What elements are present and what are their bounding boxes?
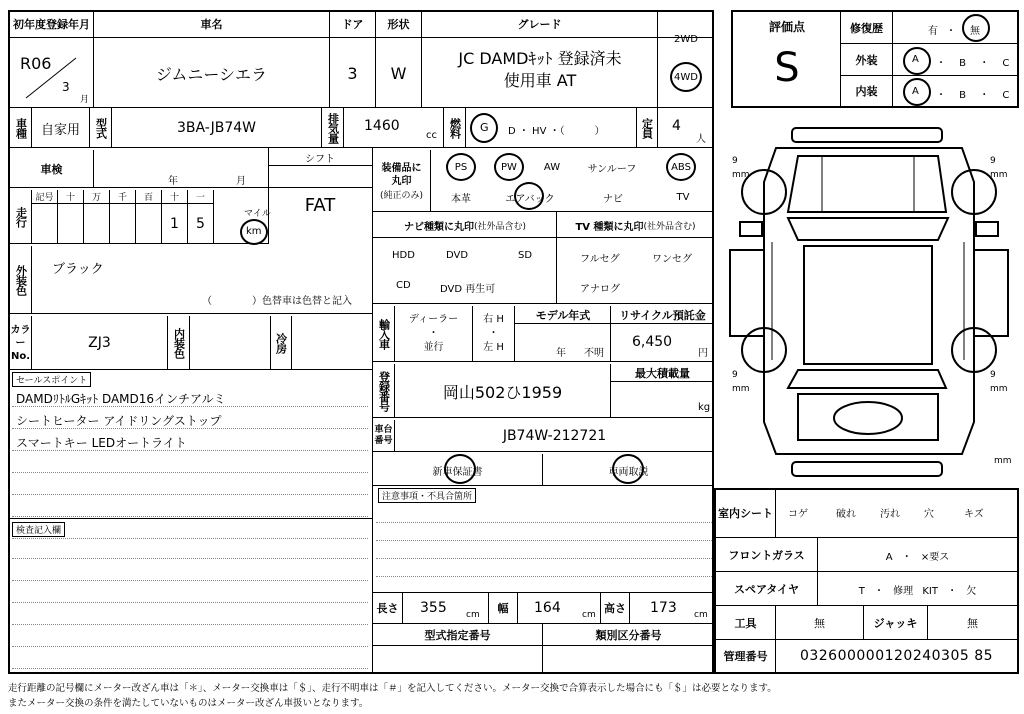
mm-unit: mm — [990, 384, 1008, 394]
import-dealer-cell — [395, 306, 473, 362]
registration-label: 登録番号 — [373, 364, 395, 418]
fuel-gasoline: G — [480, 121, 489, 134]
shape-label: 形状 — [376, 10, 422, 38]
exterior-grade-label: 外装 — [841, 44, 893, 76]
mileage-col-header: 記号 — [32, 190, 58, 204]
admin-label: 管理番号 — [716, 640, 776, 672]
mileage-digit: 1 — [162, 204, 188, 244]
equipment-item: 本革 — [451, 193, 471, 205]
model-year-label: モデル年式 — [515, 306, 611, 324]
body-shape: W — [376, 38, 422, 108]
navi-item: DVD 再生可 — [440, 284, 496, 295]
navi-item: HDD — [392, 250, 415, 261]
sales-point-line: DAMDﾘﾄﾙGｷｯﾄ DAMD16インチアルミ — [16, 392, 226, 406]
mileage-col-header: 十 — [58, 190, 84, 204]
grade-label: グレード — [422, 10, 658, 38]
repair-no-circle — [962, 14, 990, 42]
interior-grade-a: A — [912, 86, 919, 97]
seat-item: コゲ — [788, 509, 808, 520]
import-dealer: ディーラー — [408, 314, 459, 325]
import-label: 輸入車 — [373, 306, 395, 362]
jack-value: 無 — [967, 617, 978, 630]
mileage-digit — [32, 204, 58, 244]
tool-value: 無 — [776, 606, 864, 640]
interior-grade-label: 内装 — [841, 76, 893, 106]
tv-item: フルセグ — [580, 254, 620, 265]
height-value: 173 — [650, 600, 677, 616]
capacity-unit: 人 — [696, 134, 706, 145]
chassis-label: 車台番号 — [373, 420, 395, 452]
mileage-col-header: 十 — [162, 190, 188, 204]
mm-unit: mm — [732, 384, 750, 394]
check-rule — [12, 602, 368, 603]
shaken-year-unit: 年 — [168, 176, 178, 187]
footer-line1: 走行距離の記号欄にメーター改ざん車は「＊」、メーター交換車は「＄」、走行不明車は「＃」を記入してください。メーター交換で合算表示した場合にも「＄」は必要となります。 — [8, 683, 777, 694]
sales-rule — [12, 494, 368, 495]
mileage-digit — [84, 204, 110, 244]
type-no-value — [373, 646, 543, 674]
glass-label: フロントガラス — [716, 538, 818, 572]
repair-no: 無 — [970, 26, 980, 37]
import-parallel: 並行 — [423, 342, 444, 353]
car-body-diagram — [724, 122, 1020, 480]
width-label: 幅 — [488, 593, 518, 623]
exterior-grade-a: A — [912, 54, 919, 65]
check-divider — [8, 518, 372, 519]
use-label: 車種 — [10, 108, 32, 148]
notes-rule — [376, 576, 712, 577]
equipment-item: PS — [454, 161, 468, 173]
notes-rule — [376, 558, 712, 559]
new-car-warranty-circle — [444, 454, 476, 484]
check-rule — [12, 646, 368, 647]
sales-point-line: シートヒーター アイドリングストップ — [16, 414, 222, 428]
shaken-label: 車検 — [10, 150, 94, 188]
notes-rule — [376, 522, 712, 523]
mileage-col-header: 百 — [136, 190, 162, 204]
km-label: km — [246, 226, 262, 237]
chassis-value: JB74W-212721 — [502, 428, 607, 444]
repair-yes: 有 — [928, 26, 938, 37]
mileage-label: 走行 — [10, 190, 32, 244]
jack-label: ジャッキ — [864, 606, 928, 640]
recycle-label: リサイクル預託金 — [611, 306, 714, 324]
model-label: 型式 — [90, 108, 112, 148]
notes-rule — [376, 540, 712, 541]
type-no-label: 型式指定番号 — [373, 624, 543, 646]
length-value: 355 — [420, 600, 447, 616]
registration-value: 岡山502ひ1959 — [395, 364, 611, 418]
tool-label: 工具 — [716, 606, 776, 640]
seat-label: 室内シート — [716, 490, 776, 538]
max-load-unit: kg — [698, 402, 711, 413]
mileage-digit: 5 — [188, 204, 214, 244]
capacity-value: 4 — [672, 118, 681, 134]
check-label: 検査記入欄 — [12, 522, 65, 537]
mileage-digit — [58, 204, 84, 244]
capacity-label: 定員 — [636, 108, 658, 148]
mm-bracket-nine: 9 — [732, 370, 738, 380]
owner-manual-circle — [612, 454, 644, 484]
sales-point-line: スマートキー LEDオートライト — [16, 436, 187, 450]
mm-bracket-nine: 9 — [732, 156, 738, 166]
reg-month: 3 — [62, 80, 70, 94]
mile-label: マイル — [244, 209, 271, 219]
seat-item: 汚れ — [880, 509, 900, 520]
navi-item: DVD — [446, 250, 469, 261]
tv-sub: (社外品含む) — [643, 222, 696, 232]
footer-line2: またメーター交換の条件を満たしていないものはメーター改ざん車扱いとなります。 — [8, 698, 369, 709]
km-circle — [240, 219, 268, 245]
tv-item: アナログ — [580, 284, 620, 295]
exterior-grade-circle — [903, 47, 931, 75]
navi-item: SD — [518, 250, 533, 261]
exterior-grade-rest: ・ B ・ C — [936, 58, 1010, 69]
import-handle-dot: ・ — [488, 328, 499, 339]
mm-bracket-nine: 9 — [990, 370, 996, 380]
fuel-gasoline-circle — [470, 113, 498, 143]
width-value: 164 — [534, 600, 561, 616]
mm-unit: mm — [732, 170, 750, 180]
car-name-label: 車名 — [94, 10, 330, 38]
mileage-digit — [136, 204, 162, 244]
equipment-item: ABS — [671, 161, 691, 173]
repair-dot: ・ — [946, 26, 956, 37]
import-left: 左 H — [483, 342, 504, 353]
height-unit: cm — [694, 610, 708, 620]
grade-line1: JC DAMDｷｯﾄ 登録済未 — [458, 48, 622, 68]
length-unit: cm — [466, 610, 480, 620]
mm-unit: mm — [990, 170, 1008, 180]
color-no-value: ZJ3 — [32, 316, 168, 370]
drive-2wd: 2WD — [674, 33, 698, 45]
class-no-label: 類別区分番号 — [543, 624, 714, 646]
mileage-digit — [110, 204, 136, 244]
equipment-label: 装備品に丸印 — [381, 162, 422, 187]
equip-abs-circle — [666, 153, 696, 181]
use-value: 自家用 — [32, 108, 90, 148]
equipment-item: AW — [543, 161, 561, 173]
sales-rule — [12, 516, 368, 517]
seat-item: 穴 — [924, 509, 934, 520]
import-handle-cell — [473, 306, 515, 362]
equipment-item: エアバック — [505, 193, 555, 205]
fuel-label: 燃料 — [444, 108, 466, 148]
shift-label: シフト — [268, 150, 372, 166]
seat-item: 破れ — [836, 509, 856, 520]
equipment-item: PW — [501, 161, 517, 173]
displacement-unit: cc — [426, 130, 437, 141]
displacement-label: 排気量 — [322, 108, 344, 148]
seat-item: キズ — [964, 509, 984, 520]
navi-header — [373, 214, 557, 238]
model-year-unknown: 不明 — [584, 348, 604, 359]
mileage-col-header: 万 — [84, 190, 110, 204]
color-no-label: カラーNo. — [10, 316, 32, 370]
max-load-label: 最大積載量 — [611, 364, 714, 382]
cooler-label: 冷房 — [270, 316, 292, 370]
reg-era: R06 — [20, 54, 52, 73]
tv-label: TV 種類に丸印 — [575, 222, 644, 233]
door-count: 3 — [330, 38, 376, 108]
fuel-others: D ・ HV ・（ ） — [508, 126, 605, 137]
score-value: S — [774, 45, 800, 91]
import-right: 右 H — [483, 314, 504, 325]
spare-value: T ・ 修理 KIT ・ 欠 — [858, 585, 977, 597]
grade-line2: 使用車 AT — [503, 70, 577, 90]
glass-value: A ・ ×要ス — [885, 551, 950, 563]
navi-label: ナビ種類に丸印 — [403, 222, 474, 233]
equipment-item: サンルーフ — [587, 163, 637, 175]
width-unit: cm — [582, 610, 596, 620]
shaken-month-unit: 月 — [236, 176, 246, 187]
car-name: ジムニーシエラ — [94, 38, 330, 108]
displacement-value: 1460 — [364, 118, 400, 134]
navi-sub: (社外品含む) — [473, 222, 527, 232]
import-dealer-dot: ・ — [428, 328, 439, 339]
repair-label: 修復歴 — [841, 12, 893, 44]
mm-unit: mm — [994, 456, 1012, 466]
equip-ps-circle — [446, 153, 476, 181]
score-label: 評価点 — [768, 19, 805, 34]
exterior-color-value: ブラック — [52, 262, 104, 277]
tv-item: ワンセグ — [652, 254, 692, 265]
exterior-color-note: （ ）色替車は色替と記入 — [202, 296, 352, 307]
exterior-color-label: 外装色 — [10, 246, 32, 314]
check-rule — [12, 668, 368, 669]
height-label: 高さ — [600, 593, 630, 623]
drive-4wd: 4WD — [674, 71, 698, 83]
recycle-value: 6,450 — [632, 334, 673, 350]
interior-color-label: 内装色 — [168, 316, 190, 370]
navi-item: CD — [396, 280, 411, 291]
drive-4wd-circle — [670, 62, 702, 92]
recycle-unit: 円 — [698, 348, 708, 359]
owner-manual: 車両取説 — [608, 466, 649, 478]
spare-label: スペアタイヤ — [716, 572, 818, 606]
equipment-item: TV — [676, 191, 690, 203]
reg-month-unit: 月 — [80, 95, 90, 105]
check-rule — [12, 558, 368, 559]
mileage-col-header: 一 — [188, 190, 214, 204]
mm-bracket-nine: 9 — [990, 156, 996, 166]
equipment-sub: (純正のみ) — [379, 190, 424, 201]
reg-year-label: 初年度登録年月 — [10, 10, 94, 38]
equip-airbag-circle — [514, 182, 544, 210]
equipment-item: ナビ — [603, 193, 623, 205]
equipment-label-cell — [373, 150, 431, 212]
door-label: ドア — [330, 10, 376, 38]
equip-pw-circle — [494, 153, 524, 181]
shift-value: FAT — [304, 194, 336, 216]
check-rule — [12, 580, 368, 581]
new-car-warranty: 新車保証書 — [373, 454, 543, 486]
notes-label: 注意事項・不具合箇所 — [378, 488, 476, 503]
check-rule — [12, 624, 368, 625]
model-value: 3BA-JB74W — [112, 108, 322, 148]
tv-header — [557, 214, 714, 238]
interior-grade-circle — [903, 78, 931, 106]
admin-value: 032600000120240305 85 — [799, 648, 994, 664]
sales-rule — [12, 472, 368, 473]
sales-rule — [12, 538, 368, 539]
model-year-unit: 年 — [556, 348, 566, 359]
length-label: 長さ — [373, 593, 403, 623]
mileage-col-header: 千 — [110, 190, 136, 204]
sales-points-label: セールスポイント — [12, 372, 91, 387]
interior-grade-rest: ・ B ・ C — [936, 90, 1010, 101]
